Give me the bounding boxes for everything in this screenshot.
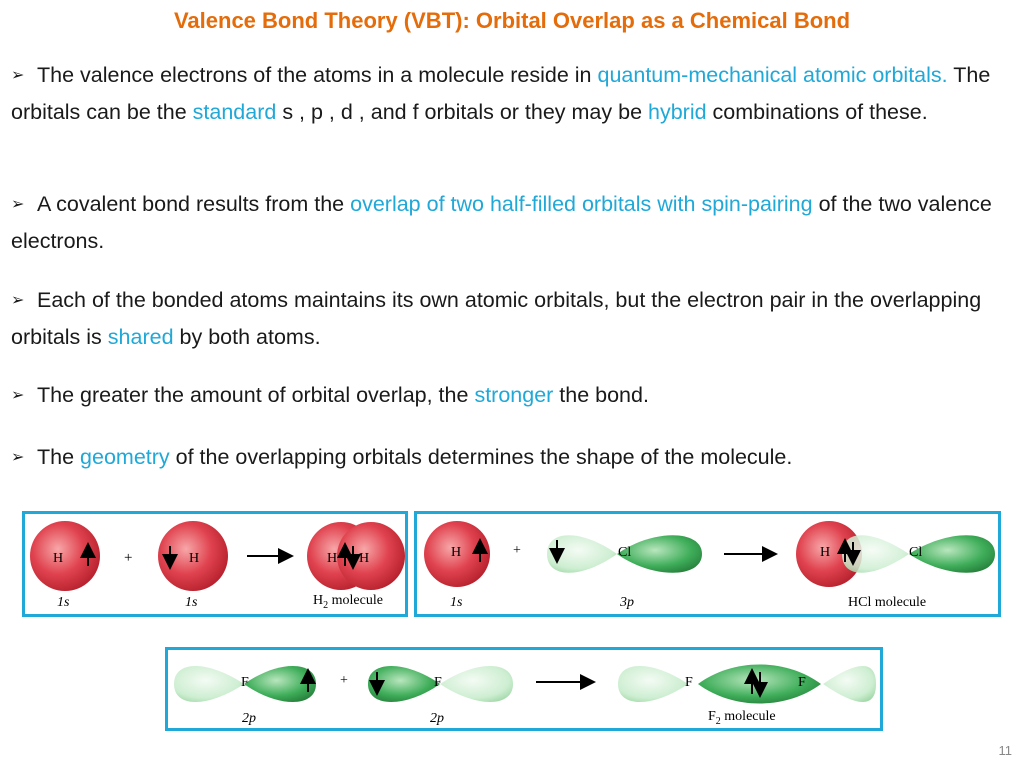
bullet-point xyxy=(11,187,1011,258)
f-atom-label: F xyxy=(798,675,806,690)
bullet-arrow-icon: ➢ xyxy=(11,387,25,404)
slide-title: Valence Bond Theory (VBT): Orbital Overlap as a Chemical Bond xyxy=(173,8,851,33)
h-atom-label: H xyxy=(451,545,462,560)
f2-diagram xyxy=(168,650,880,728)
bullet-text: A covalent bond results from the xyxy=(37,192,351,216)
bullet-arrow-icon: ➢ xyxy=(11,449,25,466)
bullet-text: combinations of these. xyxy=(706,100,928,124)
cl-atom-label: Cl xyxy=(909,545,923,560)
h2-diagram-panel xyxy=(22,511,408,617)
h2-diagram xyxy=(25,514,405,614)
h-1s-orbital xyxy=(30,521,100,591)
bullet-text: The xyxy=(37,445,81,469)
highlighted-term: overlap of two half-filled orbitals with spin-pairing xyxy=(350,192,813,216)
bullet-text: The valence electrons of the atoms in a molecule reside in xyxy=(37,63,598,87)
bullet-text: the bond. xyxy=(553,383,649,407)
bullet-text: s , p , d , and f orbitals or they may be xyxy=(276,100,648,124)
p-orbital-dark-lobe xyxy=(244,666,316,702)
h-atom-label: H xyxy=(820,545,831,560)
product-label: $F_2$ molecule xyxy=(708,709,776,727)
f-atom-label: F xyxy=(241,675,249,690)
bullet-point xyxy=(11,440,1011,477)
bullet-text: of the overlapping orbitals determines the shape of the molecule. xyxy=(169,445,793,469)
bullet-text: The greater the amount of orbital overlap, the xyxy=(37,383,475,407)
product-label: HCl molecule xyxy=(848,595,927,610)
orbital-label: 2p xyxy=(430,711,444,726)
highlighted-term: standard xyxy=(192,100,277,124)
h-atom-label: H xyxy=(327,551,338,566)
orbital-label: 1s xyxy=(185,595,198,610)
p-orbital-dark-lobe xyxy=(368,666,440,702)
bullet-text: by both atoms. xyxy=(173,325,321,349)
h-atom-label: H xyxy=(53,551,64,566)
bullet-text: The orbitals can be the xyxy=(11,63,991,124)
hcl-diagram xyxy=(417,514,998,614)
h-atom-label: H xyxy=(359,551,370,566)
orbital-label: 1s xyxy=(450,595,463,610)
f-atom-label: F xyxy=(434,675,442,690)
h2-overlap-orbital xyxy=(337,522,405,590)
p-orbital-light-lobe xyxy=(618,666,688,702)
bullet-text: Each of the bonded atoms maintains its own atomic orbitals, but the electron pair in the overlapping orbitals is xyxy=(11,288,982,349)
h-atom-label: H xyxy=(189,551,200,566)
orbital-label: 3p xyxy=(620,595,634,610)
plus-sign: + xyxy=(124,550,133,566)
highlighted-term: geometry xyxy=(80,445,170,469)
bullet-point xyxy=(11,58,1011,129)
bullet-point xyxy=(11,283,1011,354)
bullet-arrow-icon: ➢ xyxy=(11,196,25,213)
highlighted-term: hybrid xyxy=(648,100,707,124)
p-orbital-light-lobe xyxy=(440,666,513,702)
bullet-arrow-icon: ➢ xyxy=(11,67,25,84)
highlighted-term: shared xyxy=(107,325,174,349)
page-number: 11 xyxy=(998,743,1012,758)
cl-atom-label: Cl xyxy=(618,545,632,560)
p-orbital-light-lobe xyxy=(174,666,244,702)
product-label: $H_2$ molecule xyxy=(313,593,383,611)
bullet-text: of the two valence electrons. xyxy=(11,192,992,253)
f-atom-label: F xyxy=(685,675,693,690)
highlighted-term: quantum-mechanical atomic orbitals. xyxy=(597,63,948,87)
plus-sign: + xyxy=(340,673,348,688)
hcl-diagram-panel xyxy=(414,511,1001,617)
orbital-label: 1s xyxy=(57,595,70,610)
bullet-point xyxy=(11,378,1011,415)
f2-diagram-panel xyxy=(165,647,883,731)
bullet-arrow-icon: ➢ xyxy=(11,292,25,309)
plus-sign: + xyxy=(513,543,521,558)
highlighted-term: stronger xyxy=(474,383,554,407)
orbital-label: 2p xyxy=(242,711,256,726)
p-orbital-light-lobe xyxy=(823,666,876,702)
